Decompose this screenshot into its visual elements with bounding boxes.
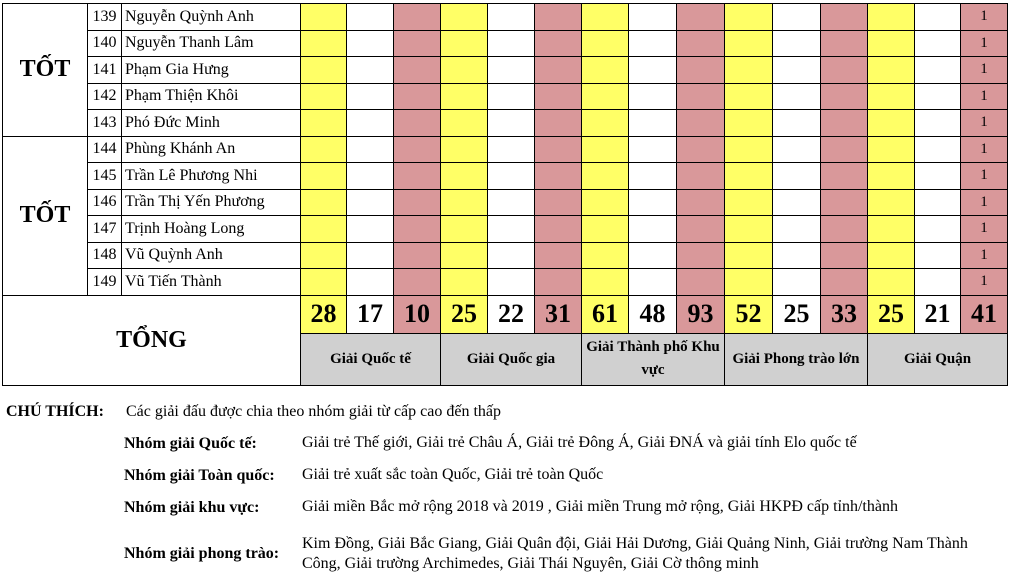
- total-value: 31: [535, 295, 582, 333]
- score-cell: 1: [961, 216, 1008, 243]
- award-group-label: Giải Thành phố Khu vực: [582, 333, 725, 385]
- score-cell: [582, 83, 629, 110]
- score-cell: [677, 4, 725, 31]
- total-value: 41: [961, 295, 1008, 333]
- score-cell: [488, 189, 535, 216]
- total-label: TỔNG: [3, 295, 301, 385]
- score-cell: [488, 4, 535, 31]
- score-cell: [773, 4, 821, 31]
- score-cell: [347, 83, 394, 110]
- score-cell: [725, 4, 773, 31]
- score-cell: [301, 30, 347, 57]
- score-cell: [629, 4, 677, 31]
- row-number: 144: [88, 136, 122, 163]
- score-cell: [535, 83, 582, 110]
- score-cell: [582, 57, 629, 84]
- score-cell: [582, 269, 629, 296]
- score-cell: [773, 136, 821, 163]
- score-cell: [394, 83, 441, 110]
- student-name: Trần Lê Phương Nhi: [122, 163, 301, 190]
- score-cell: [301, 4, 347, 31]
- score-cell: [821, 216, 868, 243]
- total-value: 33: [821, 295, 868, 333]
- student-name: Phó Đức Minh: [122, 110, 301, 137]
- score-cell: [677, 242, 725, 269]
- score-cell: [915, 4, 961, 31]
- score-cell: [629, 83, 677, 110]
- table-row: [3, 83, 1008, 110]
- score-cell: [629, 30, 677, 57]
- score-cell: [915, 136, 961, 163]
- score-cell: [488, 136, 535, 163]
- notes-title: CHÚ THÍCH:: [6, 403, 104, 420]
- score-cell: [677, 216, 725, 243]
- note-text-continued: Công, Giải trường Archimedes, Giải Thái Nguyên, Giải Cờ thông minh: [302, 555, 759, 572]
- score-cell: [394, 216, 441, 243]
- row-number: 146: [88, 189, 122, 216]
- table-row: [3, 242, 1008, 269]
- total-value: 21: [915, 295, 961, 333]
- score-cell: [821, 269, 868, 296]
- score-cell: [677, 57, 725, 84]
- notes-intro: Các giải đấu được chia theo nhóm giải từ cấp cao đến thấp: [126, 403, 502, 420]
- note-label: Nhóm giải Toàn quốc:: [124, 467, 275, 484]
- student-name: Phạm Gia Hưng: [122, 57, 301, 84]
- score-cell: [915, 189, 961, 216]
- row-number: 142: [88, 83, 122, 110]
- score-cell: [301, 216, 347, 243]
- score-cell: [347, 136, 394, 163]
- score-cell: [301, 83, 347, 110]
- score-cell: [868, 57, 915, 84]
- score-cell: [868, 83, 915, 110]
- score-cell: [915, 216, 961, 243]
- score-cell: [677, 110, 725, 137]
- score-cell: [301, 136, 347, 163]
- score-cell: [488, 110, 535, 137]
- score-cell: 1: [961, 136, 1008, 163]
- student-name: Vũ Tiến Thành: [122, 269, 301, 296]
- award-group-label: Giải Phong trào lớn: [725, 333, 868, 385]
- score-cell: [582, 242, 629, 269]
- score-cell: [441, 110, 488, 137]
- score-cell: [347, 216, 394, 243]
- score-cell: [347, 57, 394, 84]
- score-cell: [915, 163, 961, 190]
- score-cell: [773, 269, 821, 296]
- score-cell: [347, 4, 394, 31]
- student-name: Nguyễn Quỳnh Anh: [122, 4, 301, 31]
- score-cell: [725, 216, 773, 243]
- score-cell: [868, 163, 915, 190]
- score-cell: [441, 269, 488, 296]
- score-cell: [868, 136, 915, 163]
- score-cell: [868, 269, 915, 296]
- score-cell: [677, 269, 725, 296]
- score-cell: [535, 163, 582, 190]
- score-cell: [677, 83, 725, 110]
- score-cell: [868, 189, 915, 216]
- total-value: 25: [441, 295, 488, 333]
- total-value: 22: [488, 295, 535, 333]
- student-name: Vũ Quỳnh Anh: [122, 242, 301, 269]
- score-cell: [301, 242, 347, 269]
- score-cell: [394, 57, 441, 84]
- score-cell: [394, 110, 441, 137]
- score-cell: [821, 83, 868, 110]
- score-cell: [394, 163, 441, 190]
- score-cell: [535, 57, 582, 84]
- score-cell: [821, 242, 868, 269]
- score-cell: [868, 110, 915, 137]
- score-cell: [394, 189, 441, 216]
- score-cell: [394, 242, 441, 269]
- award-group-label: Giải Quốc gia: [441, 333, 582, 385]
- score-cell: [488, 163, 535, 190]
- score-cell: [488, 242, 535, 269]
- score-cell: [535, 110, 582, 137]
- score-cell: [629, 242, 677, 269]
- score-cell: [773, 110, 821, 137]
- award-group-label: Giải Quốc tế: [301, 333, 441, 385]
- score-cell: 1: [961, 83, 1008, 110]
- score-cell: [301, 57, 347, 84]
- row-number: 141: [88, 57, 122, 84]
- total-value: 48: [629, 295, 677, 333]
- score-cell: [629, 163, 677, 190]
- total-value: 17: [347, 295, 394, 333]
- score-cell: [441, 216, 488, 243]
- score-cell: [394, 4, 441, 31]
- total-row: [3, 295, 1008, 333]
- score-cell: [629, 189, 677, 216]
- score-cell: [725, 136, 773, 163]
- score-cell: [394, 30, 441, 57]
- score-cell: [868, 4, 915, 31]
- score-cell: [915, 83, 961, 110]
- score-cell: [677, 30, 725, 57]
- score-cell: [821, 110, 868, 137]
- score-cell: [725, 83, 773, 110]
- score-cell: [347, 163, 394, 190]
- score-cell: [773, 57, 821, 84]
- student-name: Phạm Thiện Khôi: [122, 83, 301, 110]
- score-cell: 1: [961, 242, 1008, 269]
- award-group-label: Giải Quận: [868, 333, 1008, 385]
- score-cell: [441, 136, 488, 163]
- row-number: 145: [88, 163, 122, 190]
- score-cell: [582, 189, 629, 216]
- score-cell: [821, 4, 868, 31]
- score-cell: 1: [961, 110, 1008, 137]
- score-cell: [301, 269, 347, 296]
- score-cell: [868, 242, 915, 269]
- score-cell: [301, 189, 347, 216]
- score-cell: [347, 242, 394, 269]
- total-value: 25: [868, 295, 915, 333]
- score-cell: [725, 189, 773, 216]
- score-cell: [535, 269, 582, 296]
- total-value: 10: [394, 295, 441, 333]
- score-cell: [915, 57, 961, 84]
- score-cell: [535, 216, 582, 243]
- score-cell: [535, 30, 582, 57]
- score-cell: [441, 242, 488, 269]
- student-name: Nguyễn Thanh Lâm: [122, 30, 301, 57]
- score-cell: [677, 136, 725, 163]
- score-cell: [629, 136, 677, 163]
- score-cell: [773, 189, 821, 216]
- score-cell: [677, 189, 725, 216]
- table-row: [3, 110, 1008, 137]
- score-cell: [773, 163, 821, 190]
- score-cell: [394, 136, 441, 163]
- row-number: 143: [88, 110, 122, 137]
- score-cell: [582, 163, 629, 190]
- student-name: Trần Thị Yến Phương: [122, 189, 301, 216]
- score-cell: [488, 57, 535, 84]
- score-cell: [347, 269, 394, 296]
- score-cell: [725, 269, 773, 296]
- note-label: Nhóm giải Quốc tế:: [124, 435, 257, 452]
- score-cell: 1: [961, 163, 1008, 190]
- score-cell: [915, 269, 961, 296]
- score-cell: [821, 163, 868, 190]
- score-cell: [488, 269, 535, 296]
- score-cell: [725, 242, 773, 269]
- score-cell: [677, 163, 725, 190]
- row-number: 139: [88, 4, 122, 31]
- student-name: Phùng Khánh An: [122, 136, 301, 163]
- note-text: Giải trẻ Thế giới, Giải trẻ Châu Á, Giải trẻ Đông Á, Giải ĐNÁ và giải tính Elo quốc tế: [302, 434, 857, 451]
- student-name: Trịnh Hoàng Long: [122, 216, 301, 243]
- score-cell: [773, 242, 821, 269]
- score-cell: [488, 216, 535, 243]
- score-cell: [915, 30, 961, 57]
- score-cell: [441, 4, 488, 31]
- results-table: [2, 3, 1008, 386]
- total-value: 61: [582, 295, 629, 333]
- score-cell: [441, 163, 488, 190]
- score-cell: [821, 136, 868, 163]
- score-cell: [441, 57, 488, 84]
- score-cell: [535, 242, 582, 269]
- score-cell: [868, 216, 915, 243]
- total-value: 93: [677, 295, 725, 333]
- score-cell: [582, 110, 629, 137]
- score-cell: [868, 30, 915, 57]
- score-cell: [347, 110, 394, 137]
- table-row: [3, 216, 1008, 243]
- score-cell: [582, 216, 629, 243]
- score-cell: [773, 216, 821, 243]
- score-cell: [915, 242, 961, 269]
- total-value: 28: [301, 295, 347, 333]
- score-cell: [441, 83, 488, 110]
- table-row: [3, 4, 1008, 31]
- score-cell: 1: [961, 30, 1008, 57]
- table-row: [3, 269, 1008, 296]
- total-value: 25: [773, 295, 821, 333]
- score-cell: 1: [961, 189, 1008, 216]
- score-cell: [915, 110, 961, 137]
- score-cell: [535, 189, 582, 216]
- score-cell: [725, 163, 773, 190]
- row-number: 147: [88, 216, 122, 243]
- score-cell: [629, 110, 677, 137]
- score-cell: [725, 57, 773, 84]
- score-cell: [488, 30, 535, 57]
- score-cell: [441, 189, 488, 216]
- score-cell: [301, 110, 347, 137]
- table-row: [3, 163, 1008, 190]
- score-cell: [773, 83, 821, 110]
- table-row: [3, 30, 1008, 57]
- table-row: [3, 189, 1008, 216]
- row-number: 140: [88, 30, 122, 57]
- score-cell: [535, 136, 582, 163]
- total-value: 52: [725, 295, 773, 333]
- score-cell: [582, 136, 629, 163]
- score-cell: [347, 189, 394, 216]
- note-label: Nhóm giải phong trào:: [124, 545, 280, 562]
- score-cell: [629, 216, 677, 243]
- score-cell: [725, 110, 773, 137]
- score-cell: [821, 189, 868, 216]
- score-cell: [821, 57, 868, 84]
- score-cell: 1: [961, 269, 1008, 296]
- score-cell: [773, 30, 821, 57]
- score-cell: [441, 30, 488, 57]
- score-cell: [347, 30, 394, 57]
- score-cell: 1: [961, 57, 1008, 84]
- group-label: TỐT: [3, 4, 88, 137]
- row-number: 149: [88, 269, 122, 296]
- score-cell: [582, 4, 629, 31]
- note-text: Giải trẻ xuất sắc toàn Quốc, Giải trẻ toàn Quốc: [302, 466, 604, 483]
- score-cell: [301, 163, 347, 190]
- score-cell: [535, 4, 582, 31]
- score-cell: [582, 30, 629, 57]
- score-cell: [629, 269, 677, 296]
- note-text: Kim Đồng, Giải Bắc Giang, Giải Quân đội, Giải Hải Dương, Giải Quảng Ninh, Giải trường Nam Thành: [302, 535, 968, 552]
- row-number: 148: [88, 242, 122, 269]
- score-cell: [821, 30, 868, 57]
- table-row: [3, 136, 1008, 163]
- score-cell: [725, 30, 773, 57]
- score-cell: [629, 57, 677, 84]
- note-label: Nhóm giải khu vực:: [124, 499, 260, 516]
- note-text: Giải miền Bắc mở rộng 2018 và 2019 , Giải miền Trung mở rộng, Giải HKPĐ cấp tỉnh/thành: [302, 498, 898, 515]
- score-cell: [394, 269, 441, 296]
- group-label: TỐT: [3, 136, 88, 295]
- table-row: [3, 57, 1008, 84]
- score-cell: 1: [961, 4, 1008, 31]
- score-cell: [488, 83, 535, 110]
